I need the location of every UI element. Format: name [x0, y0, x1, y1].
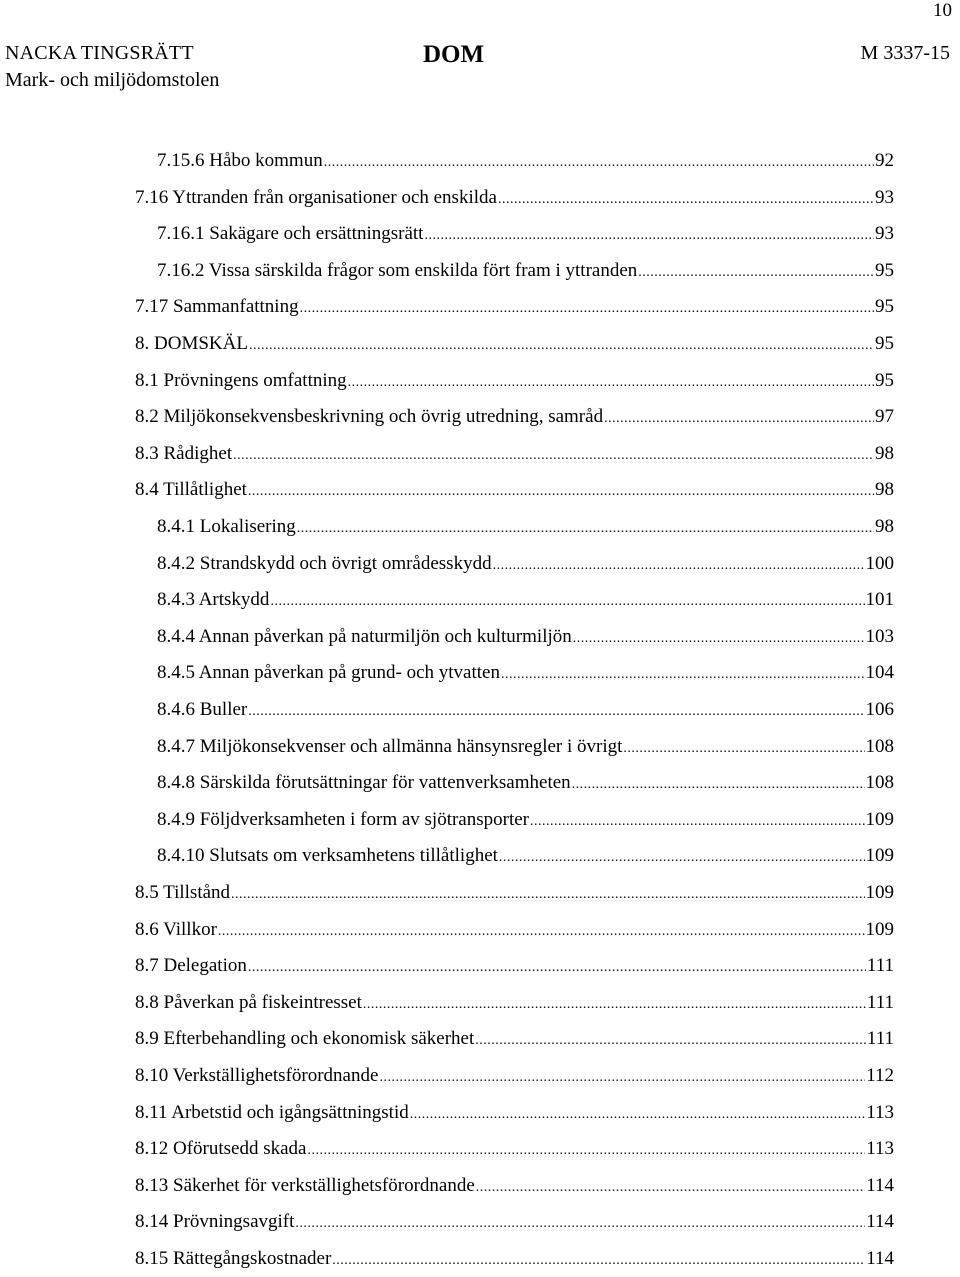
toc-entry[interactable]: [157, 621, 894, 653]
toc-entry-page: 114: [866, 1248, 894, 1269]
court-name: NACKA TINGSRÄTT: [5, 42, 194, 64]
toc-entry-page: 106: [865, 699, 894, 720]
toc-entry-page: 109: [865, 845, 894, 867]
toc-entry-title: 8.9 Efterbehandling och ekonomisk säkerhet: [135, 1028, 475, 1050]
toc-entry-title: 8.14 Prövningsavgift: [135, 1211, 295, 1233]
toc-dot-leader: [493, 550, 865, 582]
toc-entry[interactable]: [157, 657, 894, 689]
toc-entry-page: 113: [866, 1138, 894, 1160]
toc-entry-title: 8.3 Rådighet: [135, 442, 233, 464]
toc-dot-leader: [363, 989, 866, 1021]
document-header: [5, 40, 950, 100]
toc-entry-page: 109: [865, 918, 894, 940]
toc-entry[interactable]: [135, 365, 894, 397]
toc-entry-page: 100: [865, 552, 894, 574]
toc-dot-leader: [623, 733, 864, 765]
toc-entry[interactable]: [157, 145, 894, 177]
toc-entry[interactable]: [135, 291, 894, 323]
toc-entry-title: 8.4.4 Annan påverkan på naturmiljön och kulturmiljön: [157, 625, 572, 647]
toc-entry[interactable]: [135, 1023, 894, 1055]
toc-dot-leader: [295, 1208, 865, 1240]
toc-entry-page: 101: [865, 589, 894, 611]
toc-dot-leader: [270, 586, 864, 618]
toc-entry-title: 7.16 Yttranden från organisationer och enskilda: [135, 186, 497, 208]
toc-entry-title: 8.4.2 Strandskydd och övrigt områdesskydd: [157, 552, 492, 574]
toc-entry-title: 7.16.2 Vissa särskilda frågor som enskilda fört fram i yttranden: [157, 259, 638, 281]
toc-entry-title: 8.4.5 Annan påverkan på grund- och ytvatten: [157, 662, 500, 684]
toc-entry-page: 111: [866, 1028, 894, 1050]
toc-dot-leader: [604, 403, 874, 435]
toc-entry[interactable]: [135, 1170, 894, 1202]
toc-entry-page: 93: [875, 186, 894, 208]
toc-entry-title: 8. DOMSKÄL: [135, 333, 248, 354]
toc-entry[interactable]: [157, 840, 894, 872]
toc-entry-title: 7.17 Sammanfattning: [135, 296, 299, 318]
toc-entry-title: 8.5 Tillstånd: [135, 882, 231, 903]
toc-entry-title: 8.4.1 Lokalisering: [157, 516, 296, 537]
toc-entry-title: 8.13 Säkerhet för verkställighetsförordnande: [135, 1174, 475, 1196]
toc-dot-leader: [218, 916, 865, 948]
toc-entry-page: 109: [865, 882, 894, 903]
toc-dot-leader: [410, 1099, 865, 1131]
toc-dot-leader: [297, 513, 874, 545]
toc-entry-page: 112: [866, 1065, 894, 1086]
toc-dot-leader: [499, 842, 865, 874]
toc-entry-page: 95: [875, 369, 894, 391]
toc-entry-page: 113: [866, 1101, 894, 1123]
toc-dot-leader: [424, 220, 874, 252]
toc-dot-leader: [638, 257, 874, 289]
toc-entry[interactable]: [157, 804, 894, 836]
case-number: M 3337-15: [860, 42, 950, 64]
toc-entry-title: 8.4.6 Buller: [157, 699, 248, 720]
toc-entry-title: 8.6 Villkor: [135, 918, 217, 940]
toc-dot-leader: [300, 293, 874, 325]
court-division: Mark- och miljödomstolen: [5, 69, 220, 91]
toc-dot-leader: [530, 806, 864, 838]
toc-entry-page: 95: [875, 296, 894, 318]
toc-entry[interactable]: [135, 1060, 894, 1092]
toc-entry[interactable]: [157, 255, 894, 287]
toc-entry[interactable]: [157, 218, 894, 250]
toc-entry-page: 98: [875, 479, 894, 501]
toc-entry-page: 111: [866, 991, 894, 1013]
toc-entry-title: 8.4 Tillåtlighet: [135, 479, 247, 501]
toc-entry-title: 8.4.7 Miljökonsekvenser och allmänna hänsynsregler i övrigt: [157, 735, 623, 757]
toc-entry-title: 8.2 Miljökonsekvensbeskrivning och övrig utredning, samråd: [135, 406, 604, 428]
toc-entry[interactable]: [157, 511, 894, 543]
toc-entry-title: 8.12 Oförutsedd skada: [135, 1138, 307, 1160]
toc-dot-leader: [248, 696, 864, 728]
toc-entry[interactable]: [135, 401, 894, 433]
toc-dot-leader: [572, 769, 865, 801]
toc-entry[interactable]: [157, 548, 894, 580]
toc-entry-title: 8.11 Arbetstid och igångsättningstid: [135, 1101, 409, 1123]
toc-entry-page: 108: [865, 735, 894, 757]
toc-entry[interactable]: [157, 584, 894, 616]
toc-entry-title: 8.15 Rättegångskostnader: [135, 1248, 332, 1269]
toc-dot-leader: [476, 1172, 865, 1204]
page-number: 10: [933, 0, 952, 21]
toc-entry[interactable]: [157, 731, 894, 763]
toc-entry-page: 104: [865, 662, 894, 684]
toc-entry-page: 103: [865, 625, 894, 647]
toc-entry-page: 95: [875, 259, 894, 281]
toc-entry-title: 7.16.1 Sakägare och ersättningsrätt: [157, 223, 424, 245]
toc-dot-leader: [233, 440, 874, 472]
toc-dot-leader: [248, 476, 874, 508]
toc-dot-leader: [348, 367, 874, 399]
toc-entry-title: 8.7 Delegation: [135, 955, 247, 977]
toc-entry-title: 8.4.10 Slutsats om verksamhetens tillåtlighet: [157, 845, 498, 867]
toc-dot-leader: [498, 184, 874, 216]
toc-dot-leader: [501, 659, 865, 691]
toc-dot-leader: [573, 623, 865, 655]
toc-entry-page: 109: [865, 808, 894, 830]
toc-entry-title: 8.1 Prövningens omfattning: [135, 369, 347, 391]
toc-entry[interactable]: [135, 950, 894, 982]
toc-entry-page: 92: [875, 150, 894, 171]
toc-dot-leader: [475, 1025, 866, 1057]
toc-dot-leader: [248, 952, 866, 984]
toc-entry[interactable]: [157, 767, 894, 799]
toc-entry[interactable]: [157, 694, 894, 726]
toc-entry[interactable]: [135, 877, 894, 909]
document-type: DOM: [423, 41, 485, 68]
toc-entry-title: 8.4.8 Särskilda förutsättningar för vattenverksamheten: [157, 772, 571, 794]
toc-entry[interactable]: [135, 914, 894, 946]
toc-entry-title: 7.15.6 Håbo kommun: [157, 150, 323, 171]
toc-dot-leader: [249, 330, 874, 362]
toc-dot-leader: [231, 879, 864, 911]
toc-entry-title: 8.4.3 Artskydd: [157, 589, 270, 611]
toc-dot-leader: [324, 147, 874, 179]
toc-entry-page: 93: [875, 223, 894, 245]
toc-entry[interactable]: [135, 474, 894, 506]
toc-entry[interactable]: [135, 182, 894, 214]
toc-entry[interactable]: [135, 1133, 894, 1165]
toc-entry-title: 8.10 Verkställighetsförordnande: [135, 1065, 379, 1086]
toc-dot-leader: [379, 1062, 865, 1094]
toc-entry-page: 98: [875, 442, 894, 464]
toc-entry[interactable]: [135, 1097, 894, 1129]
toc-dot-leader: [332, 1245, 865, 1277]
toc-entry-page: 111: [866, 955, 894, 977]
toc-entry-title: 8.8 Påverkan på fiskeintresset: [135, 991, 362, 1013]
toc-entry-page: 98: [875, 516, 894, 537]
toc-entry[interactable]: [135, 1206, 894, 1238]
toc-entry-page: 95: [875, 333, 894, 354]
toc-entry-page: 114: [866, 1211, 894, 1233]
toc-entry[interactable]: [135, 1243, 894, 1275]
toc-entry[interactable]: [135, 438, 894, 470]
toc-entry[interactable]: [135, 328, 894, 360]
toc-entry-title: 8.4.9 Följdverksamheten i form av sjötransporter: [157, 808, 530, 830]
toc-entry-page: 97: [875, 406, 894, 428]
toc-dot-leader: [308, 1135, 866, 1167]
toc-entry[interactable]: [135, 987, 894, 1019]
toc-entry-page: 108: [865, 772, 894, 794]
toc-entry-page: 114: [866, 1174, 894, 1196]
